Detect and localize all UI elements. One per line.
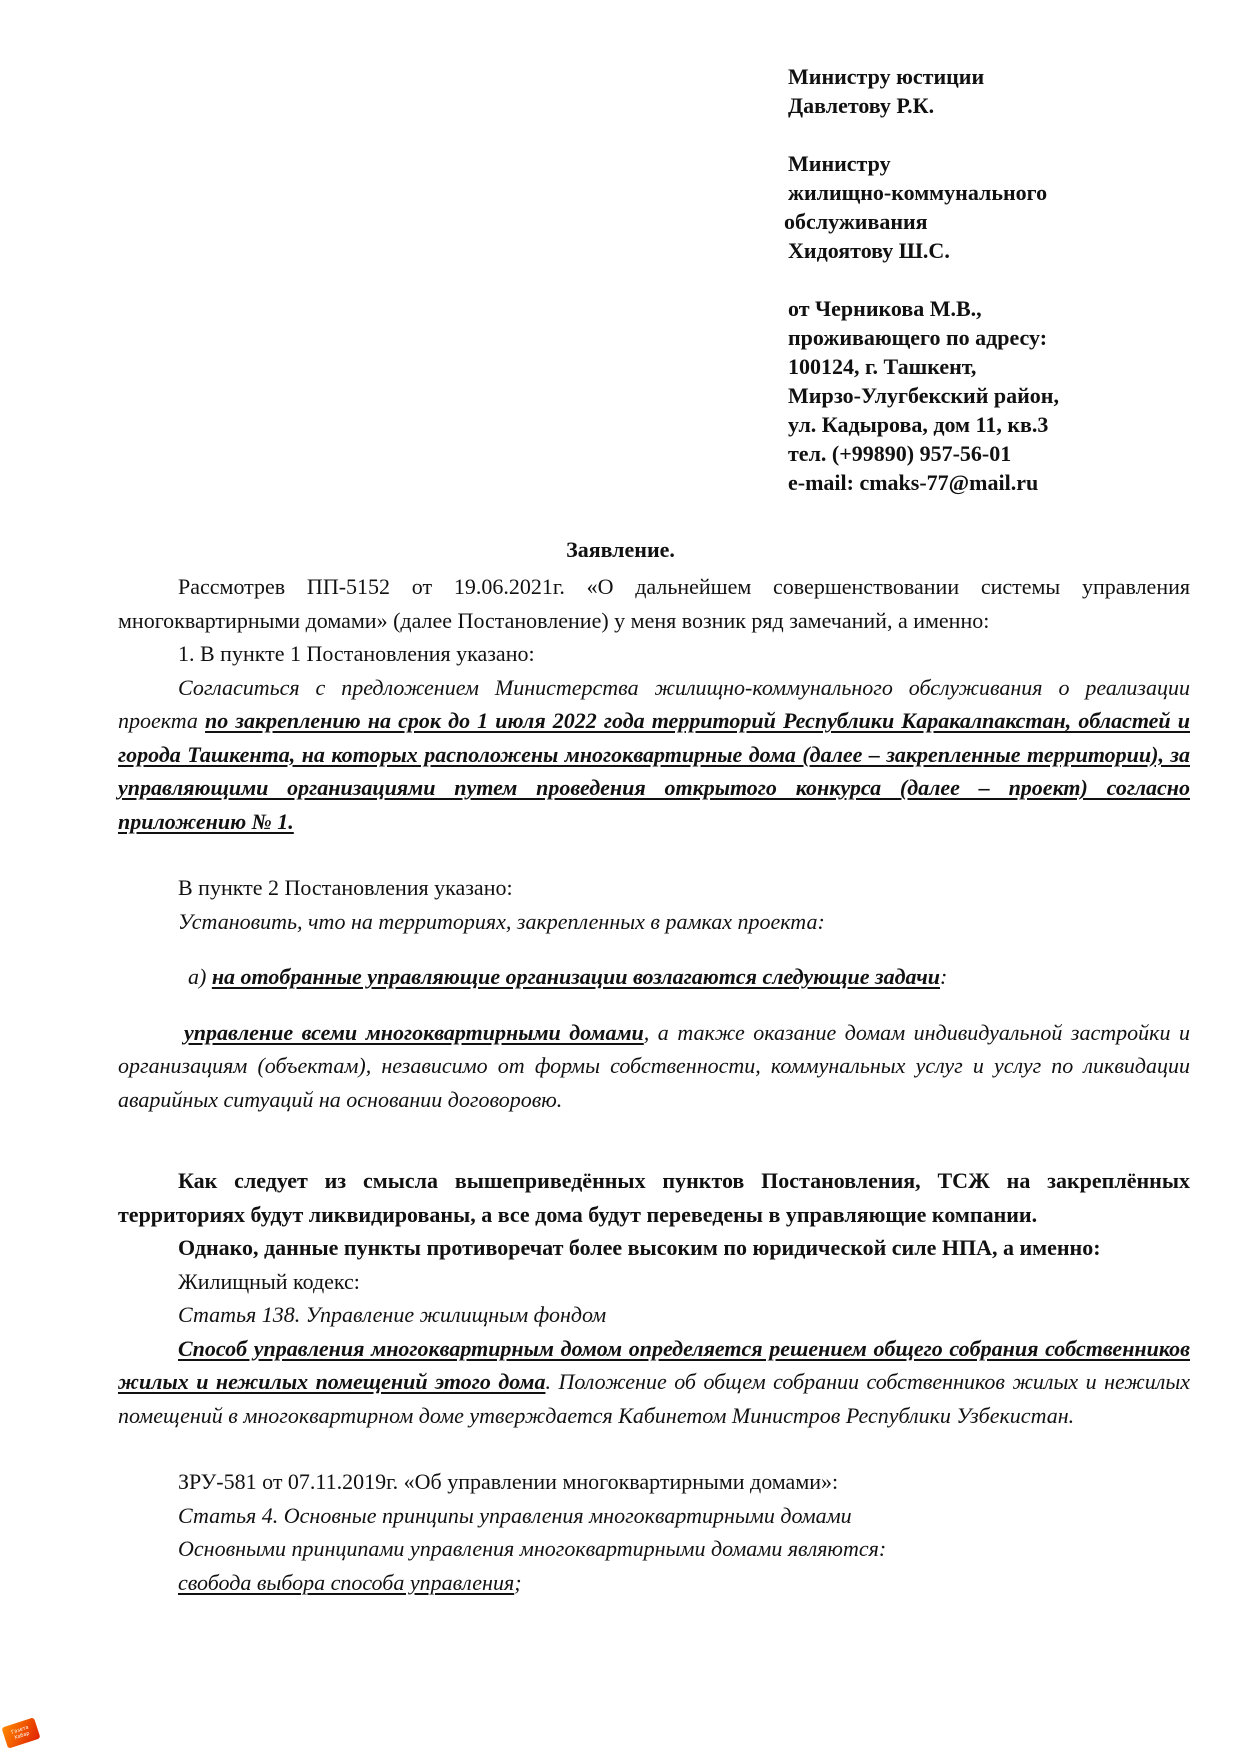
sender-postal: 100124, г. Ташкент, [788,354,977,379]
point2-label: В пункте 2 Постановления указано: [178,875,513,900]
item-a-emphasis: на отобранные управляющие организации возлагаются следующие задачи [211,964,940,989]
sender-info [788,294,1059,497]
addressee-justice-minister [788,62,1059,120]
article-138-title: Статья 138. Управление жилищным фондом [178,1302,607,1327]
task-rest: , а также оказание домам индивидуальной застройки и организациям (объектам), независимо от формы собственности, коммунальных услуг и услуг по ликвидации аварийных ситуаций на основании договоровю. [118,1019,1190,1112]
addressee-line: жилищно-коммунального [788,180,1048,205]
publisher-logo-icon [1,1717,40,1748]
article-138-emphasis: Способ управления многоквартирным домом определяется решением общего собрания собственников жилых и нежилых помещений этого дома [118,1335,1190,1394]
addressee-block [784,62,1059,497]
addressee-line: Давлетову Р.К. [788,93,935,118]
point1-label: 1. В пункте 1 Постановления указано: [178,641,535,666]
conclusion-paragraph: Как следует из смысла вышеприведённых пунктов Постановления, ТСЖ на закреплённых территориях будут ликвидированы, а все дома будут переведены в управляющие компании. [118,1168,1190,1227]
point2-quote: Установить, что на территориях, закрепленных в рамках проекта: [178,908,825,934]
contradiction-paragraph: Однако, данные пункты противоречат более высоким по юридической силе НПА, а именно: [178,1235,1101,1260]
article-138-rest: . Положение об общем собрании собственников жилых и нежилых помещений в многоквартирном доме утверждается Кабинетом Министров Республики Узбекистан. [118,1369,1190,1428]
addressee-line: Министру юстиции [788,64,985,89]
point1-quote-start: Согласиться с предложением Министерства жилищно-коммунального обслуживания о реализации проекта [118,674,1190,733]
point1-quote-emphasis: по закреплению на срок до 1 июля 2022 года территорий Республики Каракалпакстан, областей и города Ташкента, на которых расположены многоквартирные дома (далее – закрепленные территории), за управляющими организациями путем проведения открытого конкурса (далее – проект) согласно приложению № 1. [118,708,1191,834]
point2-task [118,1016,1190,1117]
addressee-line: Министру [788,151,891,176]
item-a-prefix: а) [188,964,212,989]
principle-1 [118,1566,1190,1600]
point1-quote [118,671,1190,839]
principle-1-text: свобода выбора способа управления [178,1569,515,1595]
sender-district: Мирзо-Улугбекский район, [788,383,1059,408]
sender-street: ул. Кадырова, дом 11, кв.3 [788,412,1049,437]
logo-text: Газета Хабар [10,1724,31,1742]
law-581-label: ЗРУ-581 от 07.11.2019г. «Об управлении многоквартирными домами»: [178,1469,839,1494]
intro-paragraph: Рассмотрев ПП-5152 от 19.06.2021г. «О дальнейшем совершенствовании системы управления многоквартирными домами» (далее Постановление) у меня возник ряд замечаний, а именно: [118,574,1190,633]
sender-phone: тел. (+99890) 957-56-01 [788,441,1012,466]
article-138-text [118,1332,1190,1433]
document-body [118,570,1190,1599]
document-title: Заявление. [566,537,675,562]
addressee-housing-minister [784,149,1059,265]
addressee-line: обслуживания [784,209,928,234]
principle-1-suffix: ; [514,1569,522,1595]
article-4-title: Статья 4. Основные принципы управления многоквартирными домами [178,1502,852,1528]
task-emphasis: управление всеми многоквартирными домами [184,1019,644,1045]
housing-code-label: Жилищный кодекс: [178,1268,360,1294]
addressee-line: Хидоятову Ш.С. [788,238,950,263]
item-a-suffix: : [940,964,948,989]
point2-item-a [118,960,1190,994]
sender-email: e-mail: cmaks-77@mail.ru [788,470,1039,495]
principles-intro: Основными принципами управления многоквартирными домами являются: [178,1536,887,1561]
sender-line: проживающего по адресу: [788,325,1048,350]
sender-name: от Черникова М.В., [788,296,982,321]
